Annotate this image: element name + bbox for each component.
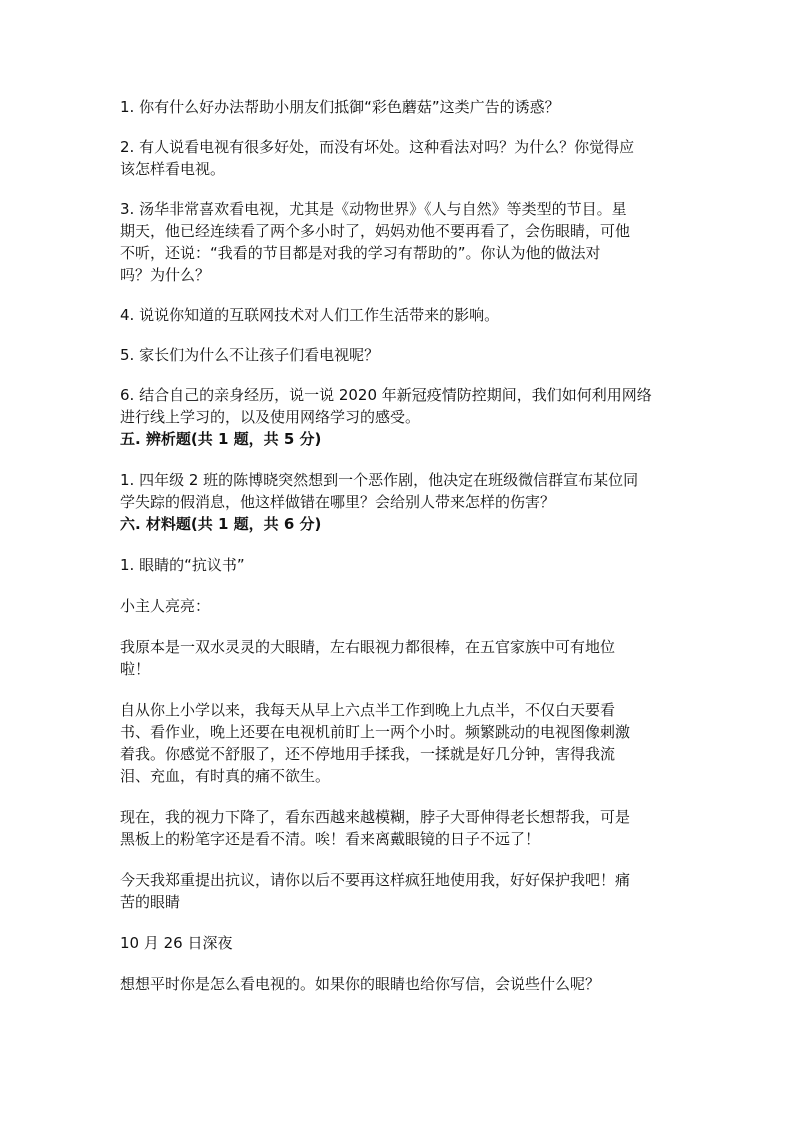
question-2-line-2: 该怎样看电视。 bbox=[120, 160, 226, 178]
question-4: 4. 说说你知道的互联网技术对人们工作生活带来的影响。 bbox=[120, 306, 500, 324]
letter-paragraph-3-line-1: 现在，我的视力下降了，看东西越来越模糊，脖子大哥伸得老长想帮我，可是 bbox=[120, 808, 631, 826]
letter-paragraph-4 bbox=[120, 869, 680, 913]
question-6-line-2: 进行线上学习的，以及使用网络学习的感受。 bbox=[120, 408, 421, 426]
section-6-title: 六. 材料题(共 1 题，共 6 分) bbox=[120, 515, 322, 533]
question-5: 5. 家长们为什么不让孩子们看电视呢？ bbox=[120, 346, 380, 364]
letter-paragraph-4-line-2: 苦的眼睛 bbox=[120, 893, 181, 911]
question-2-line-1: 2. 有人说看电视有很多好处，而没有坏处。这种看法对吗？为什么？你觉得应 bbox=[120, 138, 635, 156]
final-question: 想想平时你是怎么看电视的。如果你的眼睛也给你写信，会说些什么呢？ bbox=[120, 975, 601, 993]
section-5-title: 五. 辨析题(共 1 题，共 5 分) bbox=[120, 430, 322, 448]
section-5-question-1 bbox=[120, 469, 680, 513]
section-6-question-1-title: 1. 眼睛的“抗议书” bbox=[120, 556, 245, 574]
letter-paragraph-3 bbox=[120, 806, 680, 850]
letter-paragraph-1 bbox=[120, 636, 680, 680]
letter-paragraph-4-line-1: 今天我郑重提出抗议，请你以后不要再这样疯狂地使用我，好好保护我吧！痛 bbox=[120, 871, 631, 889]
letter-paragraph-1-line-2: 啦！ bbox=[120, 660, 151, 678]
letter-paragraph-2 bbox=[120, 699, 680, 787]
letter-paragraph-2-line-2: 书、看作业，晚上还要在电视机前盯上一两个小时。频繁跳动的电视图像刺激 bbox=[120, 723, 631, 741]
question-3-line-3: 不听，还说：“我看的节目都是对我的学习有帮助的”。你认为他的做法对 bbox=[120, 244, 601, 262]
question-3-line-4: 吗？为什么？ bbox=[120, 266, 211, 284]
section-5-question-1-line-1: 1. 四年级 2 班的陈博晓突然想到一个恶作剧，他决定在班级微信群宣布某位同 bbox=[120, 471, 639, 489]
section-5-question-1-line-2: 学失踪的假消息，他这样做错在哪里？会给别人带来怎样的伤害？ bbox=[120, 493, 556, 511]
question-6-line-1: 6. 结合自己的亲身经历，说一说 2020 年新冠疫情防控期间，我们如何利用网络 bbox=[120, 386, 652, 404]
letter-paragraph-2-line-3: 着我。你感觉不舒服了，还不停地用手揉我，一揉就是好几分钟，害得我流 bbox=[120, 745, 616, 763]
letter-salutation: 小主人亮亮： bbox=[120, 597, 211, 615]
letter-paragraph-1-line-1: 我原本是一双水灵灵的大眼睛，左右眼视力都很棒，在五官家族中可有地位 bbox=[120, 638, 616, 656]
question-1: 1. 你有什么好办法帮助小朋友们抵御“彩色蘑菇”这类广告的诱惑？ bbox=[120, 98, 560, 116]
question-6 bbox=[120, 384, 680, 428]
letter-paragraph-2-line-4: 泪、充血，有时真的痛不欲生。 bbox=[120, 767, 331, 785]
letter-paragraph-3-line-2: 黑板上的粉笔字还是看不清。唉！看来离戴眼镜的日子不远了！ bbox=[120, 830, 541, 848]
letter-date: 10 月 26 日深夜 bbox=[120, 934, 233, 952]
question-2 bbox=[120, 136, 680, 180]
question-3 bbox=[120, 198, 680, 286]
letter-paragraph-2-line-1: 自从你上小学以来，我每天从早上六点半工作到晚上九点半，不仅白天要看 bbox=[120, 701, 616, 719]
question-3-line-2: 期天，他已经连续看了两个多小时了，妈妈劝他不要再看了，会伤眼睛，可他 bbox=[120, 222, 631, 240]
document-page bbox=[120, 96, 680, 995]
question-3-line-1: 3. 汤华非常喜欢看电视，尤其是《动物世界》《人与自然》等类型的节目。星 bbox=[120, 200, 627, 218]
